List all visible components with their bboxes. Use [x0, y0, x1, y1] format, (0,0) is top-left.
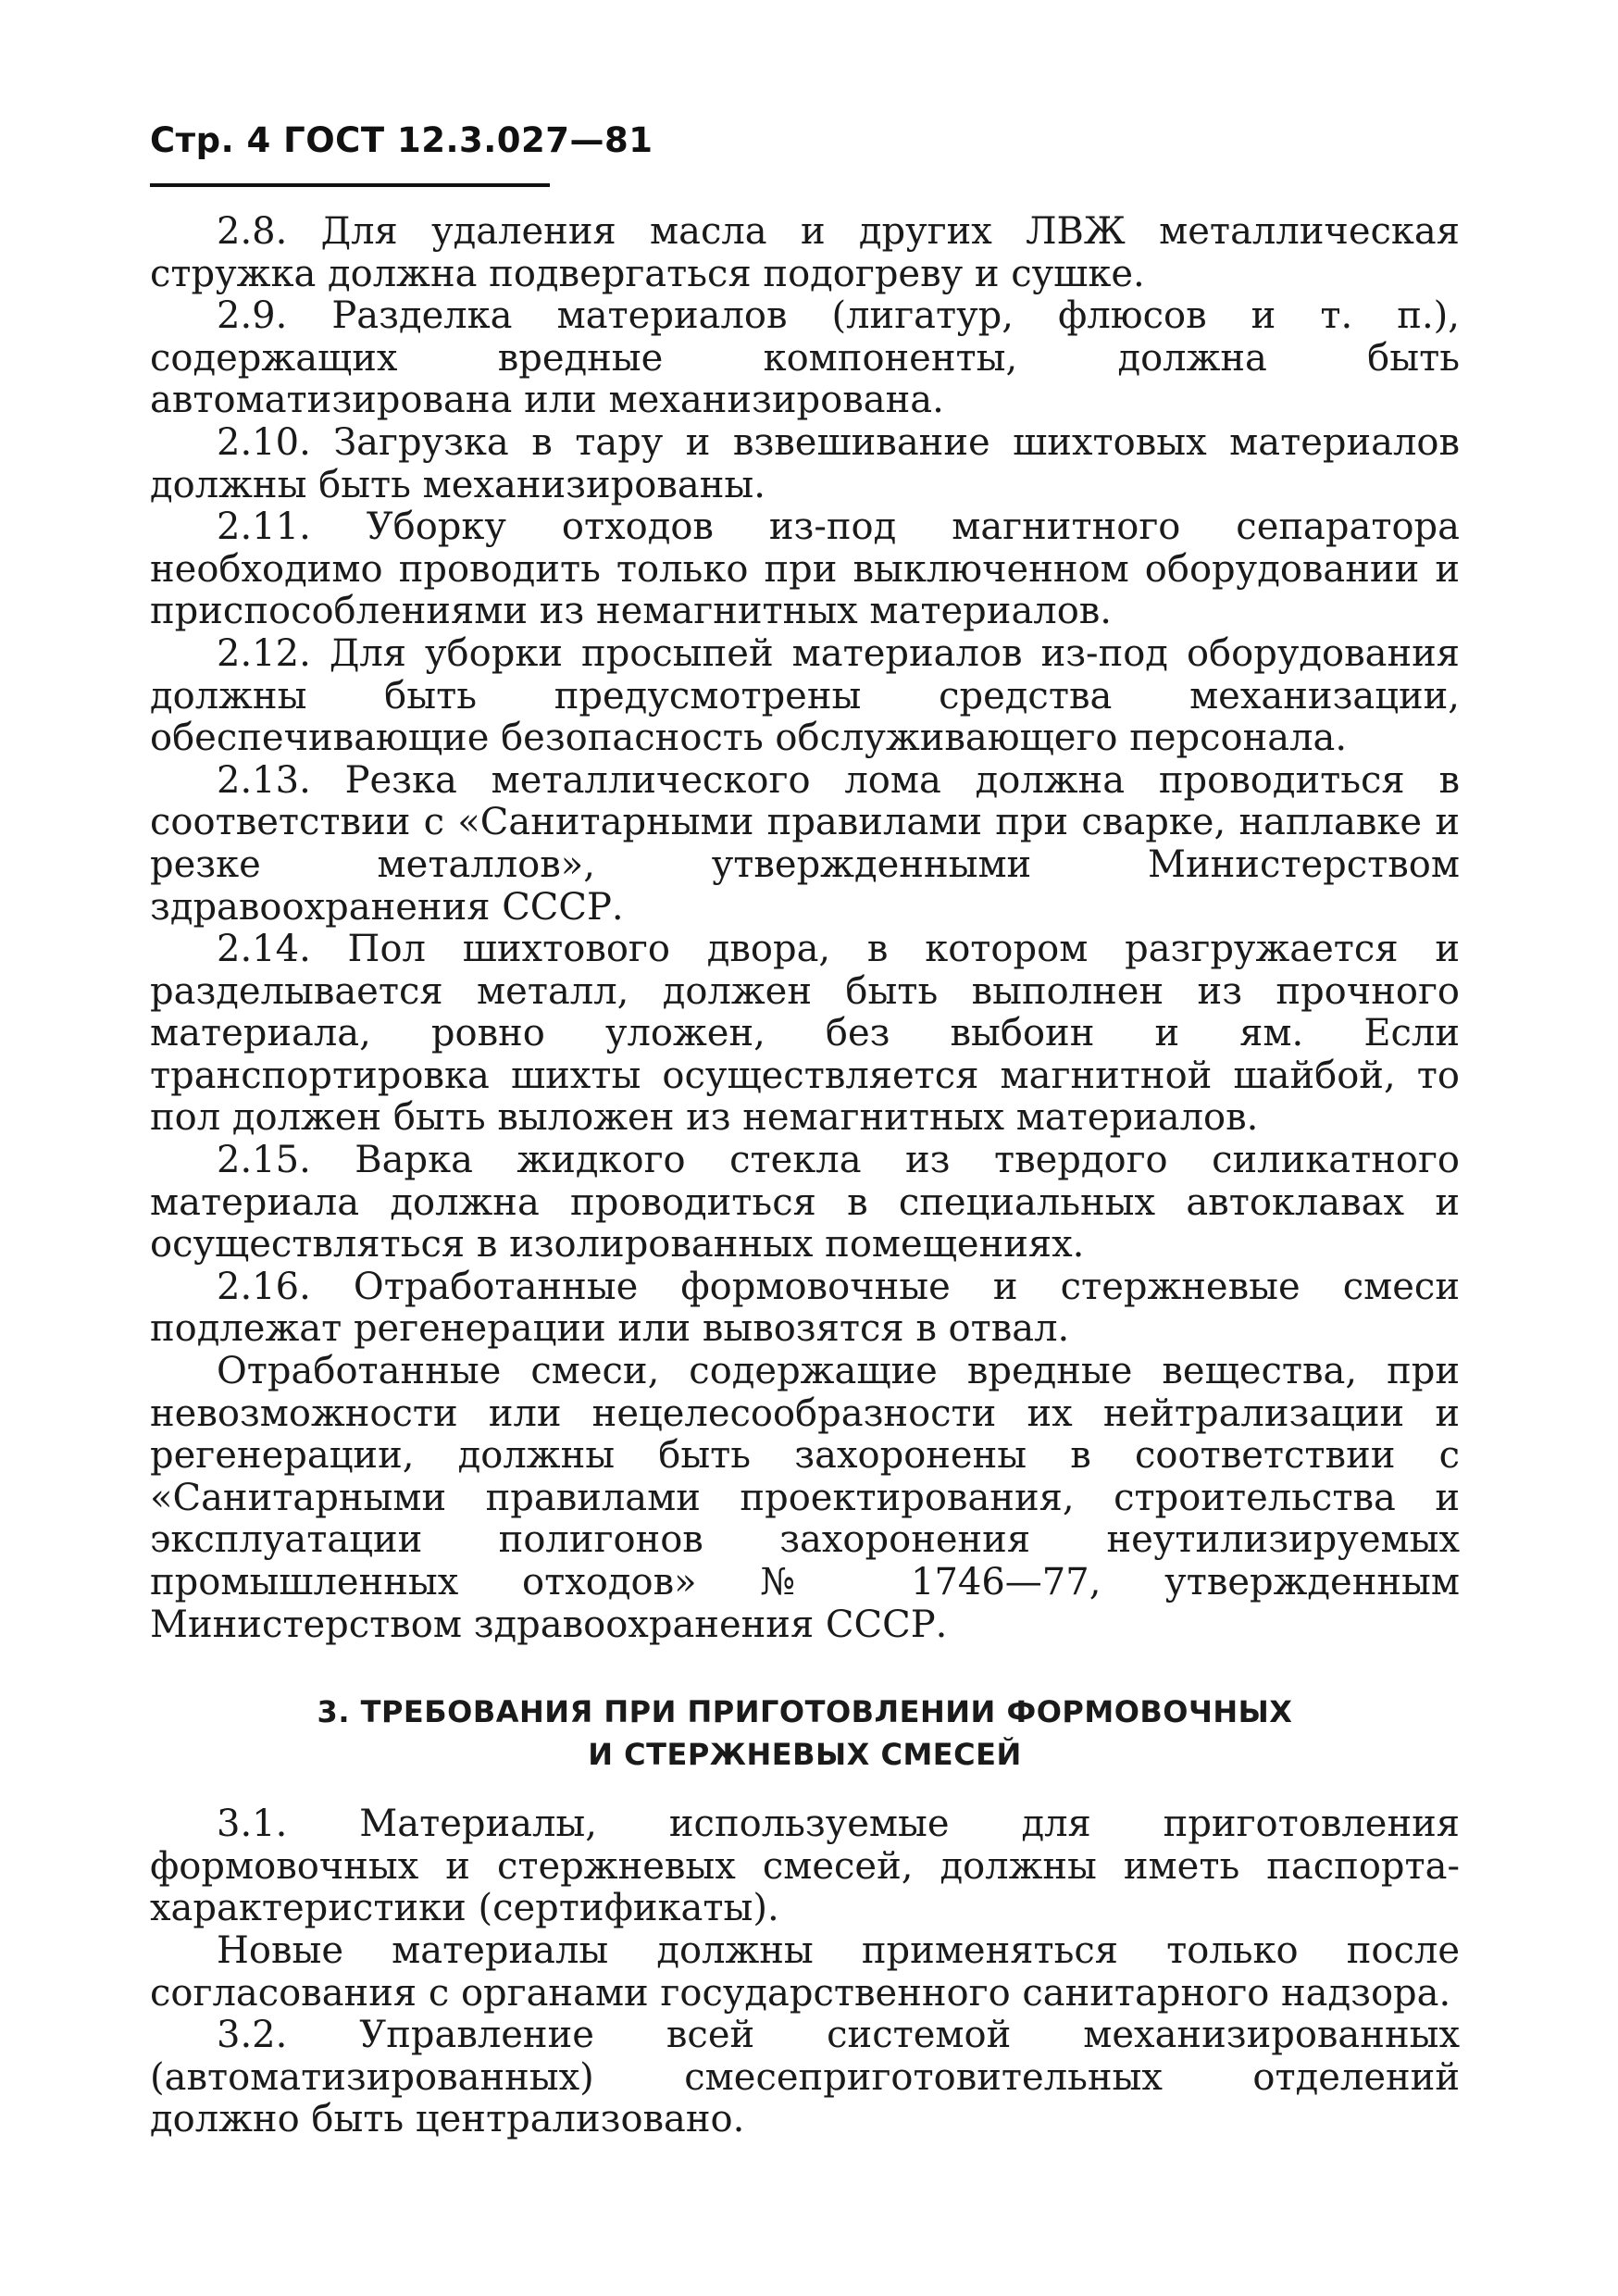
paragraph-2-13: 2.13. Резка металлического лома должна проводиться в соответствии с «Санитарными правилами при сварке, наплавке и резке металлов», утвержденными Министерством здравоохранения СССР. [150, 758, 1460, 929]
page-header: Стр. 4 ГОСТ 12.3.027—81 [150, 120, 653, 160]
paragraph-3-1: 3.1. Материалы, используемые для приготовления формовочных и стержневых смесей, должны иметь паспорта-характеристики (сертификаты). [150, 1803, 1460, 1930]
paragraph-2-14: 2.14. Пол шихтового двора, в котором разгружается и разделывается металл, должен быть выполнен из прочного материала, ровно уложен, без выбоин и ям. Если транспортировка шихты осуществляется магнитной шайбой, то пол должен быть выложен из немагнитных материалов. [150, 928, 1460, 1140]
paragraph-2-10: 2.10. Загрузка в тару и взвешивание шихтовых материалов должны быть механизированы. [150, 420, 1460, 506]
paragraph-2-9: 2.9. Разделка материалов (лигатур, флюсов и т. п.), содержащих вредные компоненты, должна быть автоматизирована или механизирована. [150, 294, 1460, 422]
paragraph-3-1-continued: Новые материалы должны применяться только после согласования с органами государственного санитарного надзора. [150, 1928, 1460, 2015]
paragraph-2-8: 2.8. Для удаления масла и других ЛВЖ металлическая стружка должна подвергаться подогреву и сушке. [150, 210, 1460, 295]
paragraph-2-11: 2.11. Уборку отходов из-под магнитного сепаратора необходимо проводить только при выключенном оборудовании и приспособлениями из немагнитных материалов. [150, 505, 1460, 633]
section-3-title-line-2: И СТЕРЖНЕВЫХ СМЕСЕЙ [588, 1737, 1022, 1773]
paragraph-2-15: 2.15. Варка жидкого стекла из твердого силикатного материала должна проводиться в специальных автоклавах и осуществляться в изолированных помещениях. [150, 1139, 1460, 1267]
section-3-title [150, 1691, 1460, 1776]
paragraph-2-16: 2.16. Отработанные формовочные и стержневые смеси подлежат регенерации или вывозятся в отвал. [150, 1265, 1460, 1351]
document-body [150, 211, 1460, 2141]
paragraph-3-2: 3.2. Управление всей системой механизированных (автоматизированных) смесеприготовительных отделений должно быть централизовано. [150, 2014, 1460, 2141]
section-3-title-line-1: 3. ТРЕБОВАНИЯ ПРИ ПРИГОТОВЛЕНИИ ФОРМОВОЧНЫХ [317, 1694, 1293, 1730]
paragraph-2-16-continued: Отработанные смеси, содержащие вредные вещества, при невозможности или нецелесообразности их нейтрализации и регенерации, должны быть захоронены в соответствии с «Санитарными правилами проектирования, строительства и эксплуатации полигонов захоронения неутилизируемых промышленных отходов» № 1746—77, утвержденным Министерством здравоохранения СССР. [150, 1350, 1460, 1646]
paragraph-2-12: 2.12. Для уборки просыпей материалов из-под оборудования должны быть предусмотрены средства механизации, обеспечивающие безопасность обслуживающего персонала. [150, 631, 1460, 760]
header-rule [150, 183, 550, 187]
